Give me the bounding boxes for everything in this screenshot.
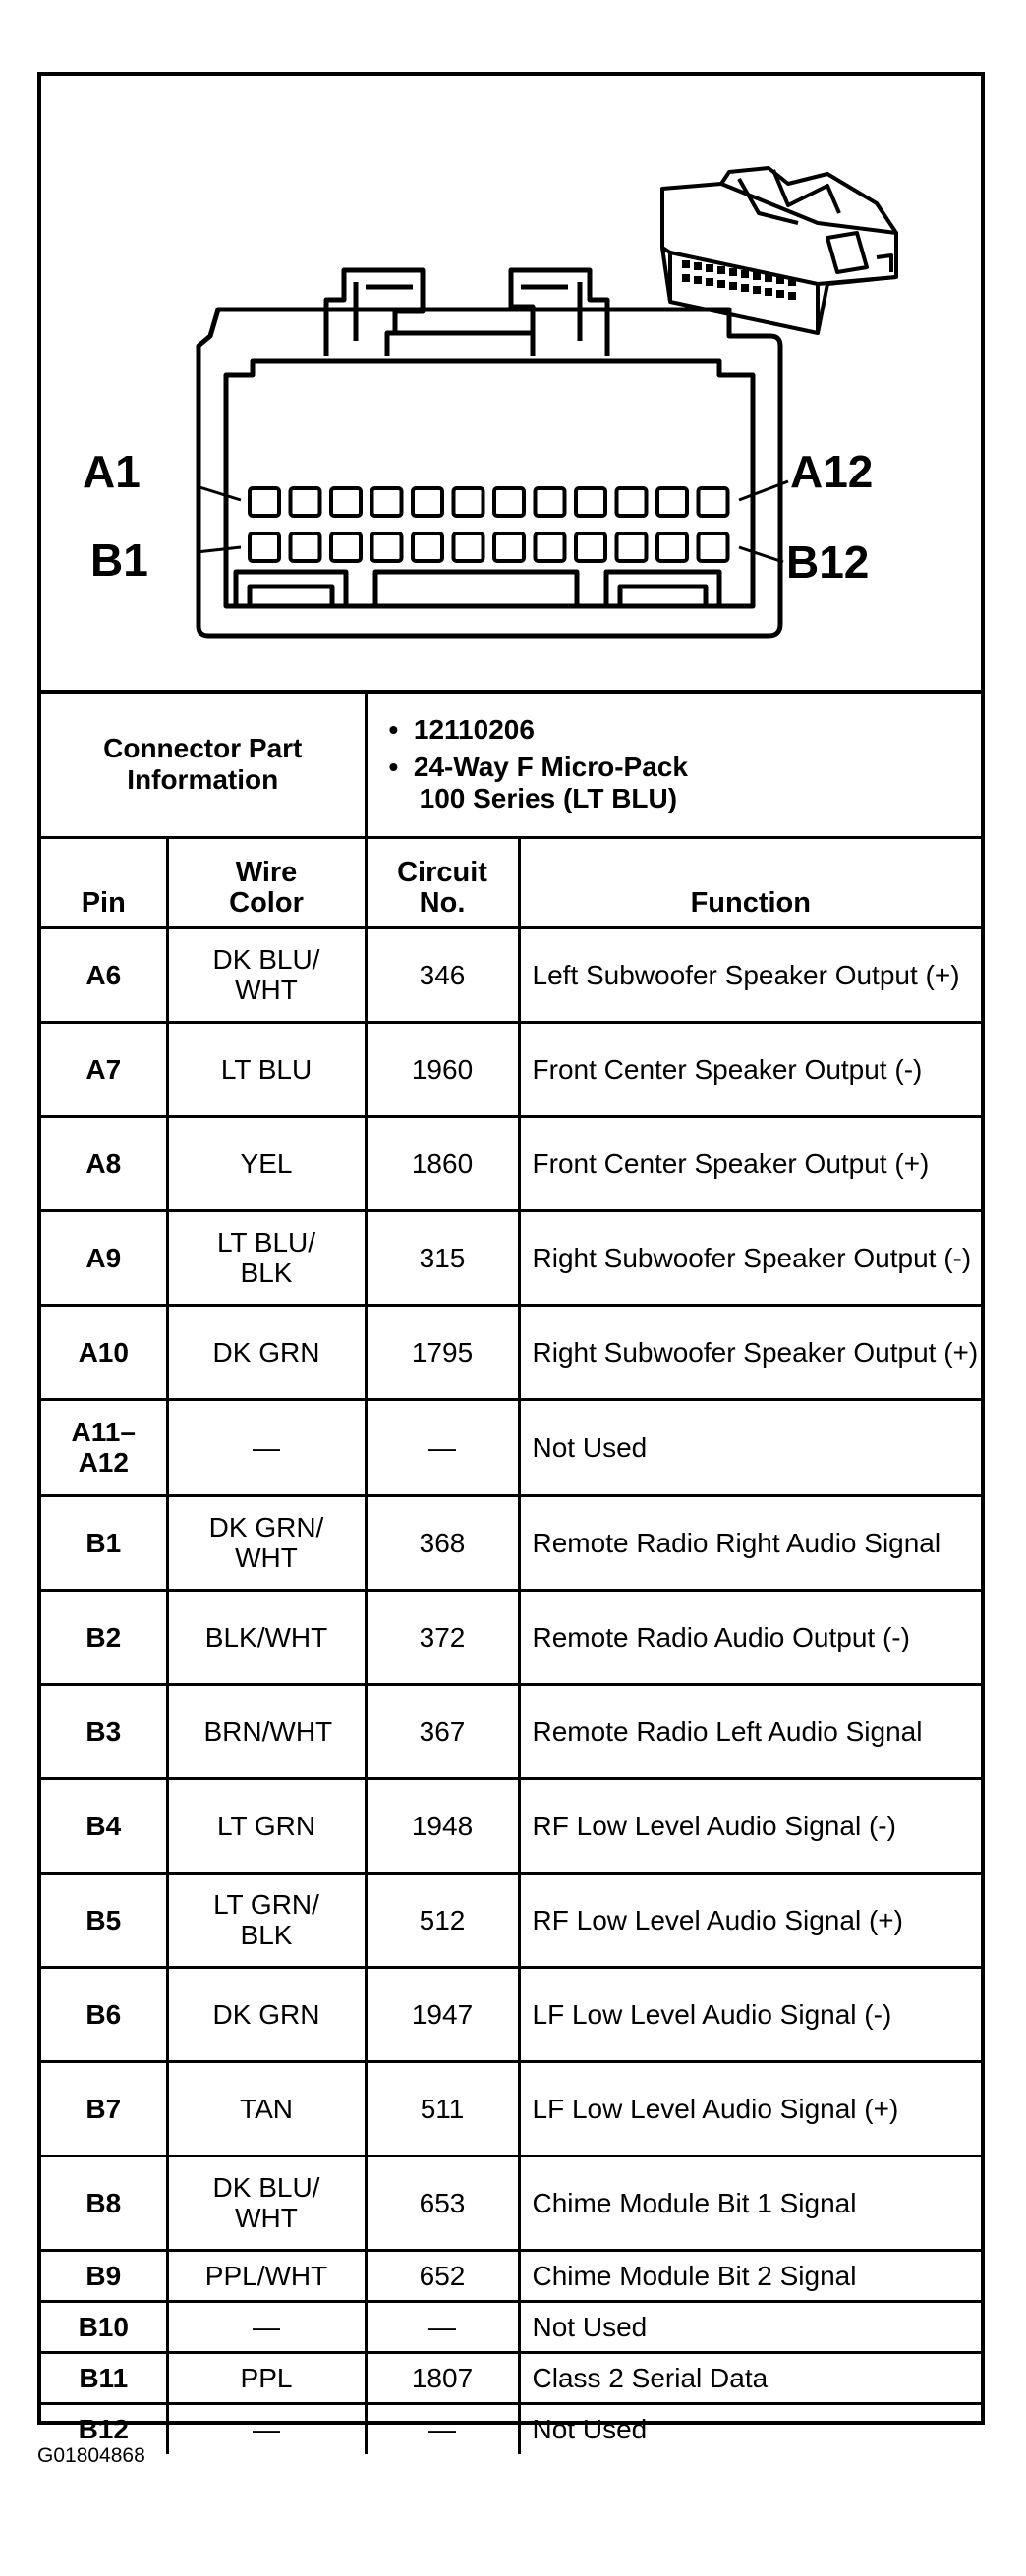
- pin-cell: A10: [41, 1305, 167, 1399]
- table-row: [41, 1305, 981, 1399]
- pin-label-a12: A12: [790, 446, 874, 497]
- wire-color-cell: —: [167, 2301, 366, 2352]
- wire-color-cell: DK GRN/ WHT: [167, 1495, 366, 1590]
- table-row: [41, 1967, 981, 2061]
- pin-cell: B12: [41, 2403, 167, 2454]
- function-cell: LF Low Level Audio Signal (-): [519, 1967, 981, 2061]
- circuit-no-cell: 652: [366, 2250, 519, 2301]
- wire-color-cell: LT GRN: [167, 1778, 366, 1873]
- table-row: [41, 1116, 981, 1210]
- circuit-no-cell: —: [366, 1399, 519, 1495]
- header-wire-color: [167, 837, 366, 927]
- wire-color-cell: PPL/WHT: [167, 2250, 366, 2301]
- connector-part-number: • 12110206: [388, 714, 535, 746]
- table-row: [41, 927, 981, 1022]
- wire-color-cell: —: [167, 2403, 366, 2454]
- pin-cavity: [454, 488, 484, 516]
- function-cell: Not Used: [519, 1399, 981, 1495]
- pin-cavity: [657, 488, 687, 516]
- pin-cell: B11: [41, 2352, 167, 2403]
- pin-label-b1: B1: [90, 534, 148, 586]
- circuit-no-cell: 1795: [366, 1305, 519, 1399]
- function-cell: Remote Radio Right Audio Signal: [519, 1495, 981, 1590]
- table-row: [41, 1022, 981, 1116]
- function-cell: Class 2 Serial Data: [519, 2352, 981, 2403]
- pin-cavity: [291, 488, 320, 516]
- circuit-no-cell: —: [366, 2403, 519, 2454]
- wire-color-cell: BLK/WHT: [167, 1590, 366, 1684]
- table-row: [41, 2061, 981, 2156]
- header-circuit-no: [366, 837, 519, 927]
- pin-cavity: [331, 488, 361, 516]
- circuit-no-cell: 368: [366, 1495, 519, 1590]
- function-cell: Front Center Speaker Output (-): [519, 1022, 981, 1116]
- function-cell: RF Low Level Audio Signal (-): [519, 1778, 981, 1873]
- pin-cavity: [494, 488, 524, 516]
- pin-cavity: [331, 533, 361, 561]
- connector-face-drawing: [41, 76, 981, 690]
- pin-cavity: [617, 488, 647, 516]
- wire-color-cell: DK GRN: [167, 1305, 366, 1399]
- header-pin: Pin: [41, 837, 167, 927]
- circuit-no-cell: 653: [366, 2156, 519, 2250]
- pin-cell: B9: [41, 2250, 167, 2301]
- pin-cell: B10: [41, 2301, 167, 2352]
- connector-sheet: [37, 72, 985, 2445]
- wire-color-cell: DK BLU/ WHT: [167, 927, 366, 1022]
- pin-cavity: [657, 533, 687, 561]
- pin-cell: B8: [41, 2156, 167, 2250]
- pin-cavity: [291, 533, 320, 561]
- pin-cell: B7: [41, 2061, 167, 2156]
- table-row: [41, 2250, 981, 2301]
- circuit-no-cell: 346: [366, 927, 519, 1022]
- wire-color-cell: DK GRN: [167, 1967, 366, 2061]
- pin-cavity: [454, 533, 484, 561]
- pin-cavity: [617, 533, 647, 561]
- circuit-no-cell: 1947: [366, 1967, 519, 2061]
- pin-cavity: [250, 533, 279, 561]
- function-cell: Not Used: [519, 2403, 981, 2454]
- pin-cavity: [413, 488, 442, 516]
- table-row: [41, 1684, 981, 1778]
- wire-color-cell: DK BLU/ WHT: [167, 2156, 366, 2250]
- figure-id: G01804868: [37, 2444, 145, 2467]
- circuit-no-cell: —: [366, 2301, 519, 2352]
- wire-color-cell: YEL: [167, 1116, 366, 1210]
- header-function: Function: [519, 837, 981, 927]
- connector-diagram: [41, 76, 981, 694]
- connector-info-row: [41, 694, 981, 837]
- pin-cell: B6: [41, 1967, 167, 2061]
- wire-color-cell: —: [167, 1399, 366, 1495]
- pin-cell: A8: [41, 1116, 167, 1210]
- circuit-no-cell: 1860: [366, 1116, 519, 1210]
- connector-description: • 24-Way F Micro-Pack 100 Series (LT BLU): [388, 752, 688, 814]
- wire-color-cell: LT GRN/ BLK: [167, 1873, 366, 1967]
- circuit-no-cell: 512: [366, 1873, 519, 1967]
- function-cell: Right Subwoofer Speaker Output (+): [519, 1305, 981, 1399]
- table-row: [41, 2352, 981, 2403]
- table-row: [41, 1210, 981, 1305]
- circuit-no-cell: 1960: [366, 1022, 519, 1116]
- circuit-no-cell: 367: [366, 1684, 519, 1778]
- table-row: [41, 2156, 981, 2250]
- function-cell: Left Subwoofer Speaker Output (+): [519, 927, 981, 1022]
- table-row: [41, 1399, 981, 1495]
- function-cell: Not Used: [519, 2301, 981, 2352]
- function-cell: RF Low Level Audio Signal (+): [519, 1873, 981, 1967]
- pin-cavity: [536, 488, 565, 516]
- pin-cavity: [413, 533, 442, 561]
- wire-color-cell: TAN: [167, 2061, 366, 2156]
- function-cell: Chime Module Bit 2 Signal: [519, 2250, 981, 2301]
- table-row: [41, 1778, 981, 1873]
- pin-cavity: [576, 488, 605, 516]
- pin-cavity: [699, 488, 728, 516]
- connector-part-label: [41, 694, 366, 837]
- pin-cell: B3: [41, 1684, 167, 1778]
- pin-cavity: [372, 488, 402, 516]
- wire-color-cell: PPL: [167, 2352, 366, 2403]
- wire-color-cell: LT BLU/ BLK: [167, 1210, 366, 1305]
- header-wire-color-text: Wire Color: [229, 856, 304, 919]
- pin-label-b12: B12: [786, 536, 870, 588]
- pin-cavity: [250, 488, 279, 516]
- function-cell: LF Low Level Audio Signal (+): [519, 2061, 981, 2156]
- wire-color-cell: BRN/WHT: [167, 1684, 366, 1778]
- table-row: [41, 2403, 981, 2454]
- function-cell: Chime Module Bit 1 Signal: [519, 2156, 981, 2250]
- pin-cavity: [576, 533, 605, 561]
- connector-part-values: [366, 694, 981, 837]
- circuit-no-cell: 1807: [366, 2352, 519, 2403]
- pin-cell: B2: [41, 1590, 167, 1684]
- function-cell: Remote Radio Audio Output (-): [519, 1590, 981, 1684]
- wire-color-cell: LT BLU: [167, 1022, 366, 1116]
- table-row: [41, 1590, 981, 1684]
- pin-cavity: [699, 533, 728, 561]
- pin-cell: A6: [41, 927, 167, 1022]
- table-row: [41, 2301, 981, 2352]
- header-circuit-no-text: Circuit No.: [397, 856, 487, 919]
- function-cell: Remote Radio Left Audio Signal: [519, 1684, 981, 1778]
- circuit-no-cell: 511: [366, 2061, 519, 2156]
- pin-cell: B4: [41, 1778, 167, 1873]
- circuit-no-cell: 1948: [366, 1778, 519, 1873]
- pin-cell: B5: [41, 1873, 167, 1967]
- table-header-row: [41, 837, 981, 927]
- connector-part-label-text: Connector Part Information: [103, 733, 303, 796]
- function-cell: Front Center Speaker Output (+): [519, 1116, 981, 1210]
- pin-cell: A9: [41, 1210, 167, 1305]
- table-row: [41, 1873, 981, 1967]
- pin-cavity: [494, 533, 524, 561]
- pin-cavity: [372, 533, 402, 561]
- pin-cell: A11– A12: [41, 1399, 167, 1495]
- pin-cell: A7: [41, 1022, 167, 1116]
- circuit-no-cell: 315: [366, 1210, 519, 1305]
- pin-cavity: [536, 533, 565, 561]
- pinout-table: [41, 694, 981, 2454]
- function-cell: Right Subwoofer Speaker Output (-): [519, 1210, 981, 1305]
- circuit-no-cell: 372: [366, 1590, 519, 1684]
- table-row: [41, 1495, 981, 1590]
- pin-label-a1: A1: [83, 446, 141, 497]
- pin-cell: B1: [41, 1495, 167, 1590]
